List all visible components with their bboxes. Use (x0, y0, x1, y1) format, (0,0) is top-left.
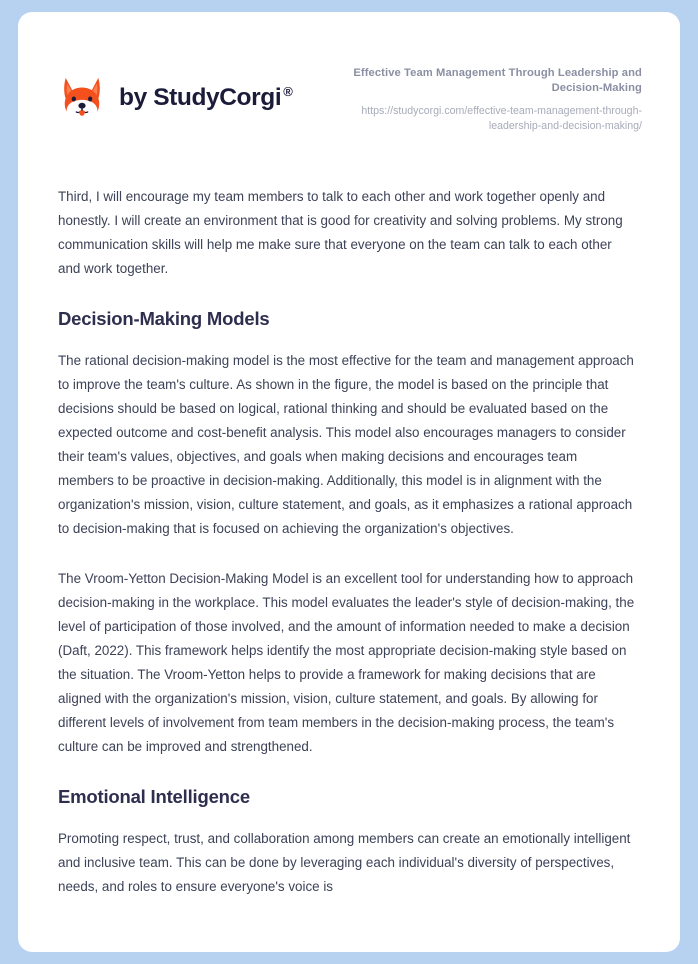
page-header (18, 12, 680, 135)
article-body (18, 185, 680, 899)
brand-logo-block[interactable] (58, 62, 292, 122)
paragraph-rational-model: The rational decision-making model is the most effective for the team and management approach to improve the team's culture. As shown in the figure, the model is based on the principle that decisions should be based on logical, rational thinking and should be evaluated based on the expected outcome and cost-benefit analysis. This model also encourages managers to consider their team's values, objectives, and goals when making decisions and encourages team members to be proactive in decision-making. Additionally, this model is in alignment with the organization's mission, vision, culture statement, and goals, as it emphasizes a rational approach to decision-making that is focused on achieving the organization's objectives. (58, 352, 634, 536)
document-title: Effective Team Management Through Leadership and Decision-Making (353, 67, 642, 95)
document-meta (312, 62, 642, 135)
registered-trademark-icon: ® (283, 83, 293, 99)
heading-decision-making-models: Decision-Making Models (58, 307, 270, 329)
brand-name-text: by StudyCorgi (119, 84, 282, 112)
brand-wordmark (119, 84, 292, 112)
document-url[interactable]: https://studycorgi.com/effective-team-management-through-leadership-and-decision-making/ (361, 104, 642, 133)
heading-emotional-intelligence: Emotional Intelligence (58, 785, 250, 807)
document-page (18, 12, 680, 952)
corgi-head-icon (58, 74, 106, 122)
paragraph-communication: Third, I will encourage my team members to talk to each other and work together openly and honestly. I will create an environment that is good for creativity and solving problems. My strong communication skills will help me make sure that everyone on the team can talk to each other and work together. (58, 188, 623, 276)
paragraph-vroom-yetton: The Vroom-Yetton Decision-Making Model is an excellent tool for understanding how to approach decision-making in the workplace. This model evaluates the leader's style of decision-making, the level of participation of those involved, and the amount of information needed to make a decision (Daft, 2022). This framework helps identify the most appropriate decision-making style based on the situation. The Vroom-Yetton helps to provide a framework for making decisions that are aligned with the organization's mission, vision, culture statement, and goals. By allowing for different levels of involvement from team members in the decision-making process, the team's culture can be improved and strengthened. (58, 570, 635, 754)
paragraph-emotional-intelligence: Promoting respect, trust, and collaboration among members can create an emotionally intelligent and inclusive team. This can be done by leveraging each individual's diversity of perspectives, needs, and roles to ensure everyone's voice is (58, 830, 631, 894)
